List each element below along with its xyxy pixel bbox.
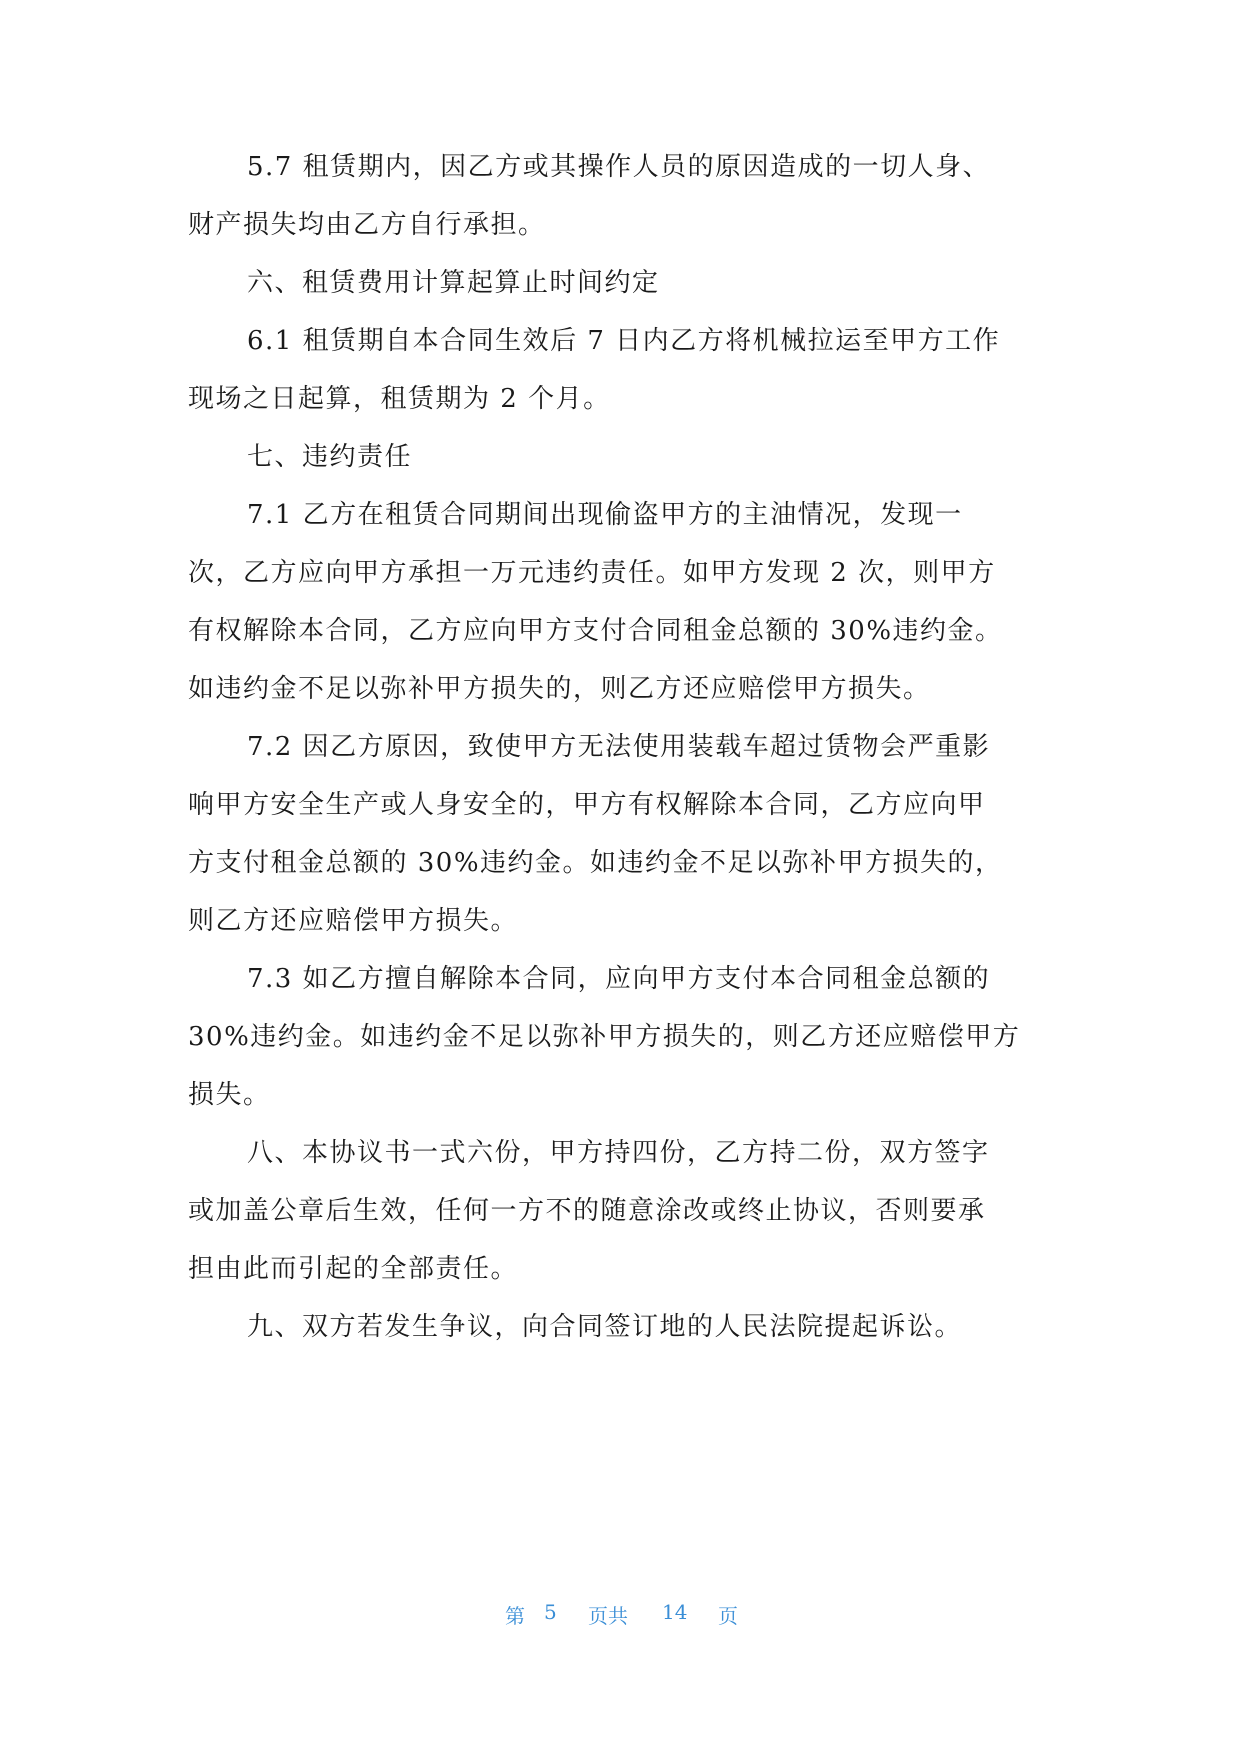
clause-7-1-line-4: 如违约金不足以弥补甲方损失的，则乙方还应赔偿甲方损失。 bbox=[188, 674, 931, 704]
footer-total-pages: 14 bbox=[662, 1600, 688, 1624]
section-7-heading: 七、违约责任 bbox=[247, 442, 413, 472]
clause-6-1-line-1: 6.1 租赁期自本合同生效后 7 日内乙方将机械拉运至甲方工作 bbox=[247, 326, 1001, 356]
section-8-line-2: 或加盖公章后生效，任何一方不的随意涂改或终止协议，否则要承 bbox=[188, 1196, 986, 1226]
clause-7-1-line-3: 有权解除本合同，乙方应向甲方支付合同租金总额的 30%违约金。 bbox=[188, 616, 1003, 646]
clause-7-1-line-2: 次，乙方应向甲方承担一万元违约责任。如甲方发现 2 次，则甲方 bbox=[188, 558, 996, 588]
clause-7-2-line-3: 方支付租金总额的 30%违约金。如违约金不足以弥补甲方损失的， bbox=[188, 848, 1003, 878]
section-9-line-1: 九、双方若发生争议，向合同签订地的人民法院提起诉讼。 bbox=[247, 1312, 963, 1342]
section-6-heading: 六、租赁费用计算起算止时间约定 bbox=[247, 268, 660, 298]
clause-7-2-line-4: 则乙方还应赔偿甲方损失。 bbox=[188, 906, 519, 936]
footer-page-label-3: 页 bbox=[718, 1604, 738, 1628]
footer-page-label-1: 第 bbox=[505, 1604, 525, 1628]
clause-7-3-line-2: 30%违约金。如违约金不足以弥补甲方损失的，则乙方还应赔偿甲方 bbox=[188, 1022, 1021, 1052]
clause-7-2-line-2: 响甲方安全生产或人身安全的，甲方有权解除本合同，乙方应向甲 bbox=[188, 790, 986, 820]
clause-5-7-line-1: 5.7 租赁期内，因乙方或其操作人员的原因造成的一切人身、 bbox=[247, 152, 991, 182]
footer-current-page: 5 bbox=[544, 1600, 557, 1624]
clause-7-2-line-1: 7.2 因乙方原因，致使甲方无法使用装载车超过赁物会严重影 bbox=[247, 732, 991, 762]
clause-7-3-line-3: 损失。 bbox=[188, 1080, 271, 1110]
clause-6-1-line-2: 现场之日起算，租赁期为 2 个月。 bbox=[188, 384, 611, 414]
clause-7-3-line-1: 7.3 如乙方擅自解除本合同，应向甲方支付本合同租金总额的 bbox=[247, 964, 991, 994]
page-footer bbox=[0, 1600, 1241, 1632]
footer-page-label-2: 页共 bbox=[588, 1604, 628, 1628]
clause-5-7-line-2: 财产损失均由乙方自行承担。 bbox=[188, 210, 546, 240]
section-8-line-3: 担由此而引起的全部责任。 bbox=[188, 1254, 519, 1284]
clause-7-1-line-1: 7.1 乙方在租赁合同期间出现偷盗甲方的主油情况，发现一 bbox=[247, 500, 963, 530]
section-8-line-1: 八、本协议书一式六份，甲方持四份，乙方持二份，双方签字 bbox=[247, 1138, 990, 1168]
